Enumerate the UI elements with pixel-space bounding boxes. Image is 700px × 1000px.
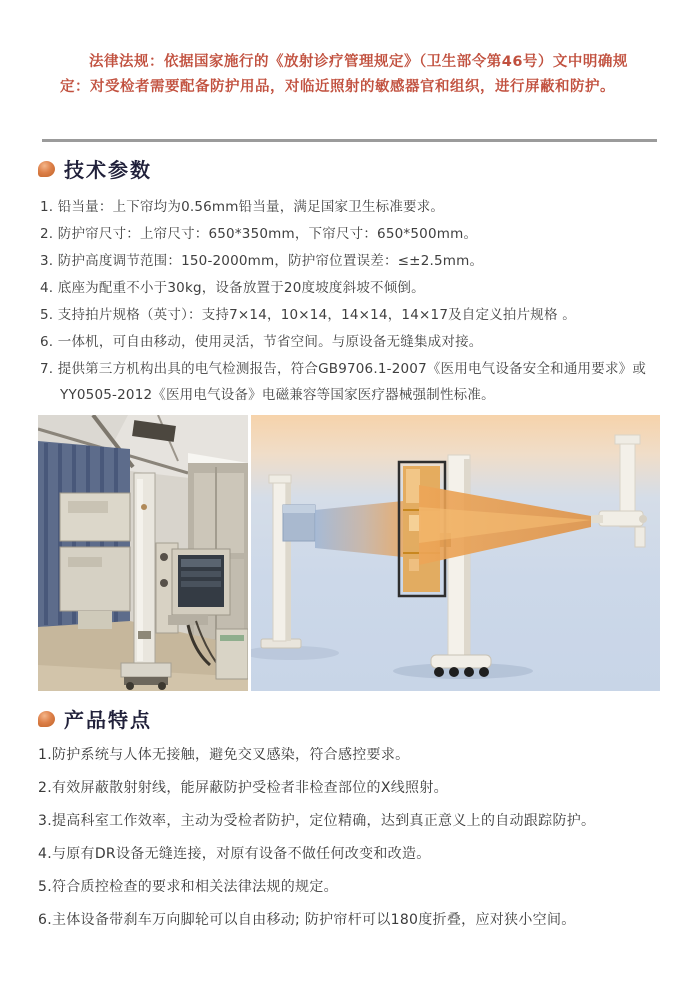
feature-item: 2.有效屏蔽散射射线，能屏蔽防护受检者非检查部位的X线照射。 [38,780,448,796]
tech-params-title: 技术参数 [64,158,152,182]
tech-params-header [38,154,152,183]
section-divider [42,139,657,142]
orange-drop-bullet-icon [38,161,55,177]
equipment-room-photo [38,415,248,691]
tech-param-item: 2. 防护帘尺寸：上帘尺寸：650*350mm，下帘尺寸：650*500mm。 [40,226,478,242]
product-features-header [38,704,152,733]
tech-param-item: 6. 一体机，可自由移动，使用灵活，节省空间。与原设备无缝集成对接。 [40,334,483,350]
tech-params-list [40,194,668,409]
legal-notice-text: 法律法规：依据国家施行的《放射诊疗管理规定》（卫生部令第46号）文中明确规定：对受检者需要配备防护用品，对临近照射的敏感器官和组织，进行屏蔽和防护。 [60,54,628,96]
feature-item: 5.符合质控检查的要求和相关法律法规的规定。 [38,879,338,895]
xray-beam-protection-diagram [251,415,660,691]
orange-drop-bullet-icon [38,711,55,727]
product-features-list [38,744,678,942]
feature-item: 3.提高科室工作效率，主动为受检者防护，定位精确，达到真正意义上的自动跟踪防护。 [38,813,596,829]
tech-param-item: 3. 防护高度调节范围：150-2000mm，防护帘位置误差：≤±2.5mm。 [40,253,484,269]
tech-param-item: 4. 底座为配重不小于30kg，设备放置于20度坡度斜坡不倾倒。 [40,280,425,296]
tech-param-item: 1. 铅当量：上下帘均为0.56mm铅当量，满足国家卫生标准要求。 [40,199,445,215]
feature-item: 1.防护系统与人体无接触，避免交叉感染，符合感控要求。 [38,747,410,763]
feature-item: 6.主体设备带刹车万向脚轮可以自由移动; 防护帘杆可以180度折叠，应对狭小空间。 [38,912,576,928]
product-features-title: 产品特点 [64,708,152,732]
tech-param-item: 5. 支持拍片规格（英寸）：支持7×14，10×14，14×14，14×17及自定义拍片规格 。 [40,307,576,323]
tech-param-item: 7. 提供第三方机构出具的电气检测报告，符合GB9706.1-2007《医用电气设备安全和通用要求》或YY0505-2012《医用电气设备》电磁兼容等国家医疗器械强制性标准。 [40,361,647,403]
feature-item: 4.与原有DR设备无缝连接，对原有设备不做任何改变和改造。 [38,846,431,862]
product-images-row [38,415,660,691]
